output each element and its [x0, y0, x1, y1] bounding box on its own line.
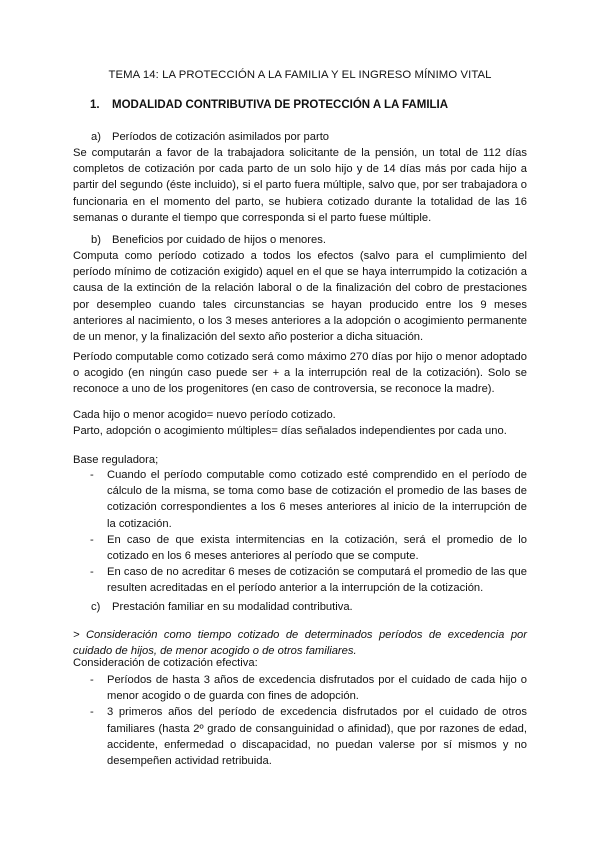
subsection-a-title: Períodos de cotización asimilados por parto: [112, 131, 330, 143]
list-dash: -: [90, 674, 94, 686]
base-reguladora-label: Base reguladora;: [73, 454, 159, 466]
cotizacion-efectiva-label: Consideración de cotización efectiva:: [73, 657, 258, 669]
list-item-text: En caso de que exista intermitencias en la cotización, será el promedio de lo cotizado en los 6 meses anteriores al período que se compute.: [107, 533, 527, 563]
subsection-a-heading: [91, 131, 329, 143]
document-title: TEMA 14: LA PROTECCIÓN A LA FAMILIA Y EL INGRESO MÍNIMO VITAL: [108, 69, 492, 81]
section-title: MODALIDAD CONTRIBUTIVA DE PROTECCIÓN A LA FAMILIA: [112, 99, 449, 111]
subsection-c-title: Prestación familiar en su modalidad contributiva.: [112, 601, 353, 613]
list-item: [73, 467, 527, 532]
subsection-b-title: Beneficios por cuidado de hijos o menores.: [112, 234, 326, 246]
list-item: [73, 704, 527, 769]
subsection-b-line-2: Parto, adopción o acogimiento múltiples= días señalados independientes por cada uno.: [73, 425, 507, 437]
list-item-text: 3 primeros años del período de excedencia disfrutados por el cuidado de otros familiares (hasta 2º grado de consanguinidad o afinidad), que por razones de edad, accidente, enfermedad o discapacidad, no puedan valerse por sí mismos y no desempeñen actividad retribuida.: [107, 706, 527, 768]
list-item-text: Períodos de hasta 3 años de excedencia disfrutados por el cuidado de cada hijo o menor acogido o de guarda con fines de adopción.: [107, 674, 527, 703]
list-dash: -: [90, 566, 94, 579]
list-dash: -: [90, 469, 94, 481]
base-reguladora-list: [73, 467, 527, 597]
subsection-b-paragraph-1: Computa como período cotizado a todos los efectos (salvo para el cumplimiento del período mínimo de cotización exigido) aquel en el que se haya interrumpido la cotización a causa de la extinción de la relación laboral o de la finalización del cobro de prestaciones por desempleo cuando tales circunstancias se hayan producido entre los 9 meses anteriores al nacimiento, o los 3 meses anteriores a la adopción o acogimiento permanente de un menor, y la finalización del sexto año posterior a dicha situación.: [73, 250, 527, 344]
subsection-c-heading: [91, 601, 353, 613]
list-dash: -: [90, 533, 94, 546]
subsection-a-paragraph: Se computarán a favor de la trabajadora solicitante de la pensión, un total de 112 días completos de cotización por cada parto de un solo hijo y de 14 días más por cada hijo a partir del segundo (éste incluido), si el parto fuera múltiple, salvo que, por ser trabajadora o funcionaria en el momento del parto, se hubiera cotizado durante la totalidad de las 16 semanas o durante el tiempo que corresponda si el parto fuese múltiple.: [73, 147, 527, 224]
subsection-b-letter: b): [91, 234, 101, 246]
subsection-b-line-1: Cada hijo o menor acogido= nuevo período cotizado.: [73, 409, 336, 421]
section-heading: [90, 99, 448, 111]
section-number: 1.: [90, 99, 100, 111]
list-item: [73, 564, 527, 596]
list-item-text: Cuando el período computable como cotizado esté comprendido en el período de cálculo de la misma, se toma como base de cotización el promedio de las bases de cotización correspondientes a los 6 meses anteriores al inicio de la interrupción de la cotización.: [107, 469, 527, 530]
list-item: [73, 532, 527, 564]
subsection-b-heading: [91, 234, 326, 246]
subsection-c-letter: c): [91, 601, 101, 613]
list-dash: -: [90, 706, 94, 719]
subsection-b-paragraph-2: Período computable como cotizado será como máximo 270 días por hijo o menor adoptado o acogido (en ningún caso puede ser + a la interrupción real de la cotización). Solo se reconoce a uno de los progenitores (en caso de controversia, se reconoce la madre).: [73, 351, 527, 396]
subsection-a-letter: a): [91, 131, 101, 143]
list-item: [73, 672, 527, 704]
cotizacion-efectiva-list: [73, 672, 527, 769]
excedencia-note: > Consideración como tiempo cotizado de determinados períodos de excedencia por cuidado de hijos, de menor acogido o de otros familiares.: [73, 629, 527, 658]
list-item-text: En caso de no acreditar 6 meses de cotización se computará el promedio de las que resulten acreditadas en el período anterior a la interrupción de la cotización.: [107, 566, 527, 595]
